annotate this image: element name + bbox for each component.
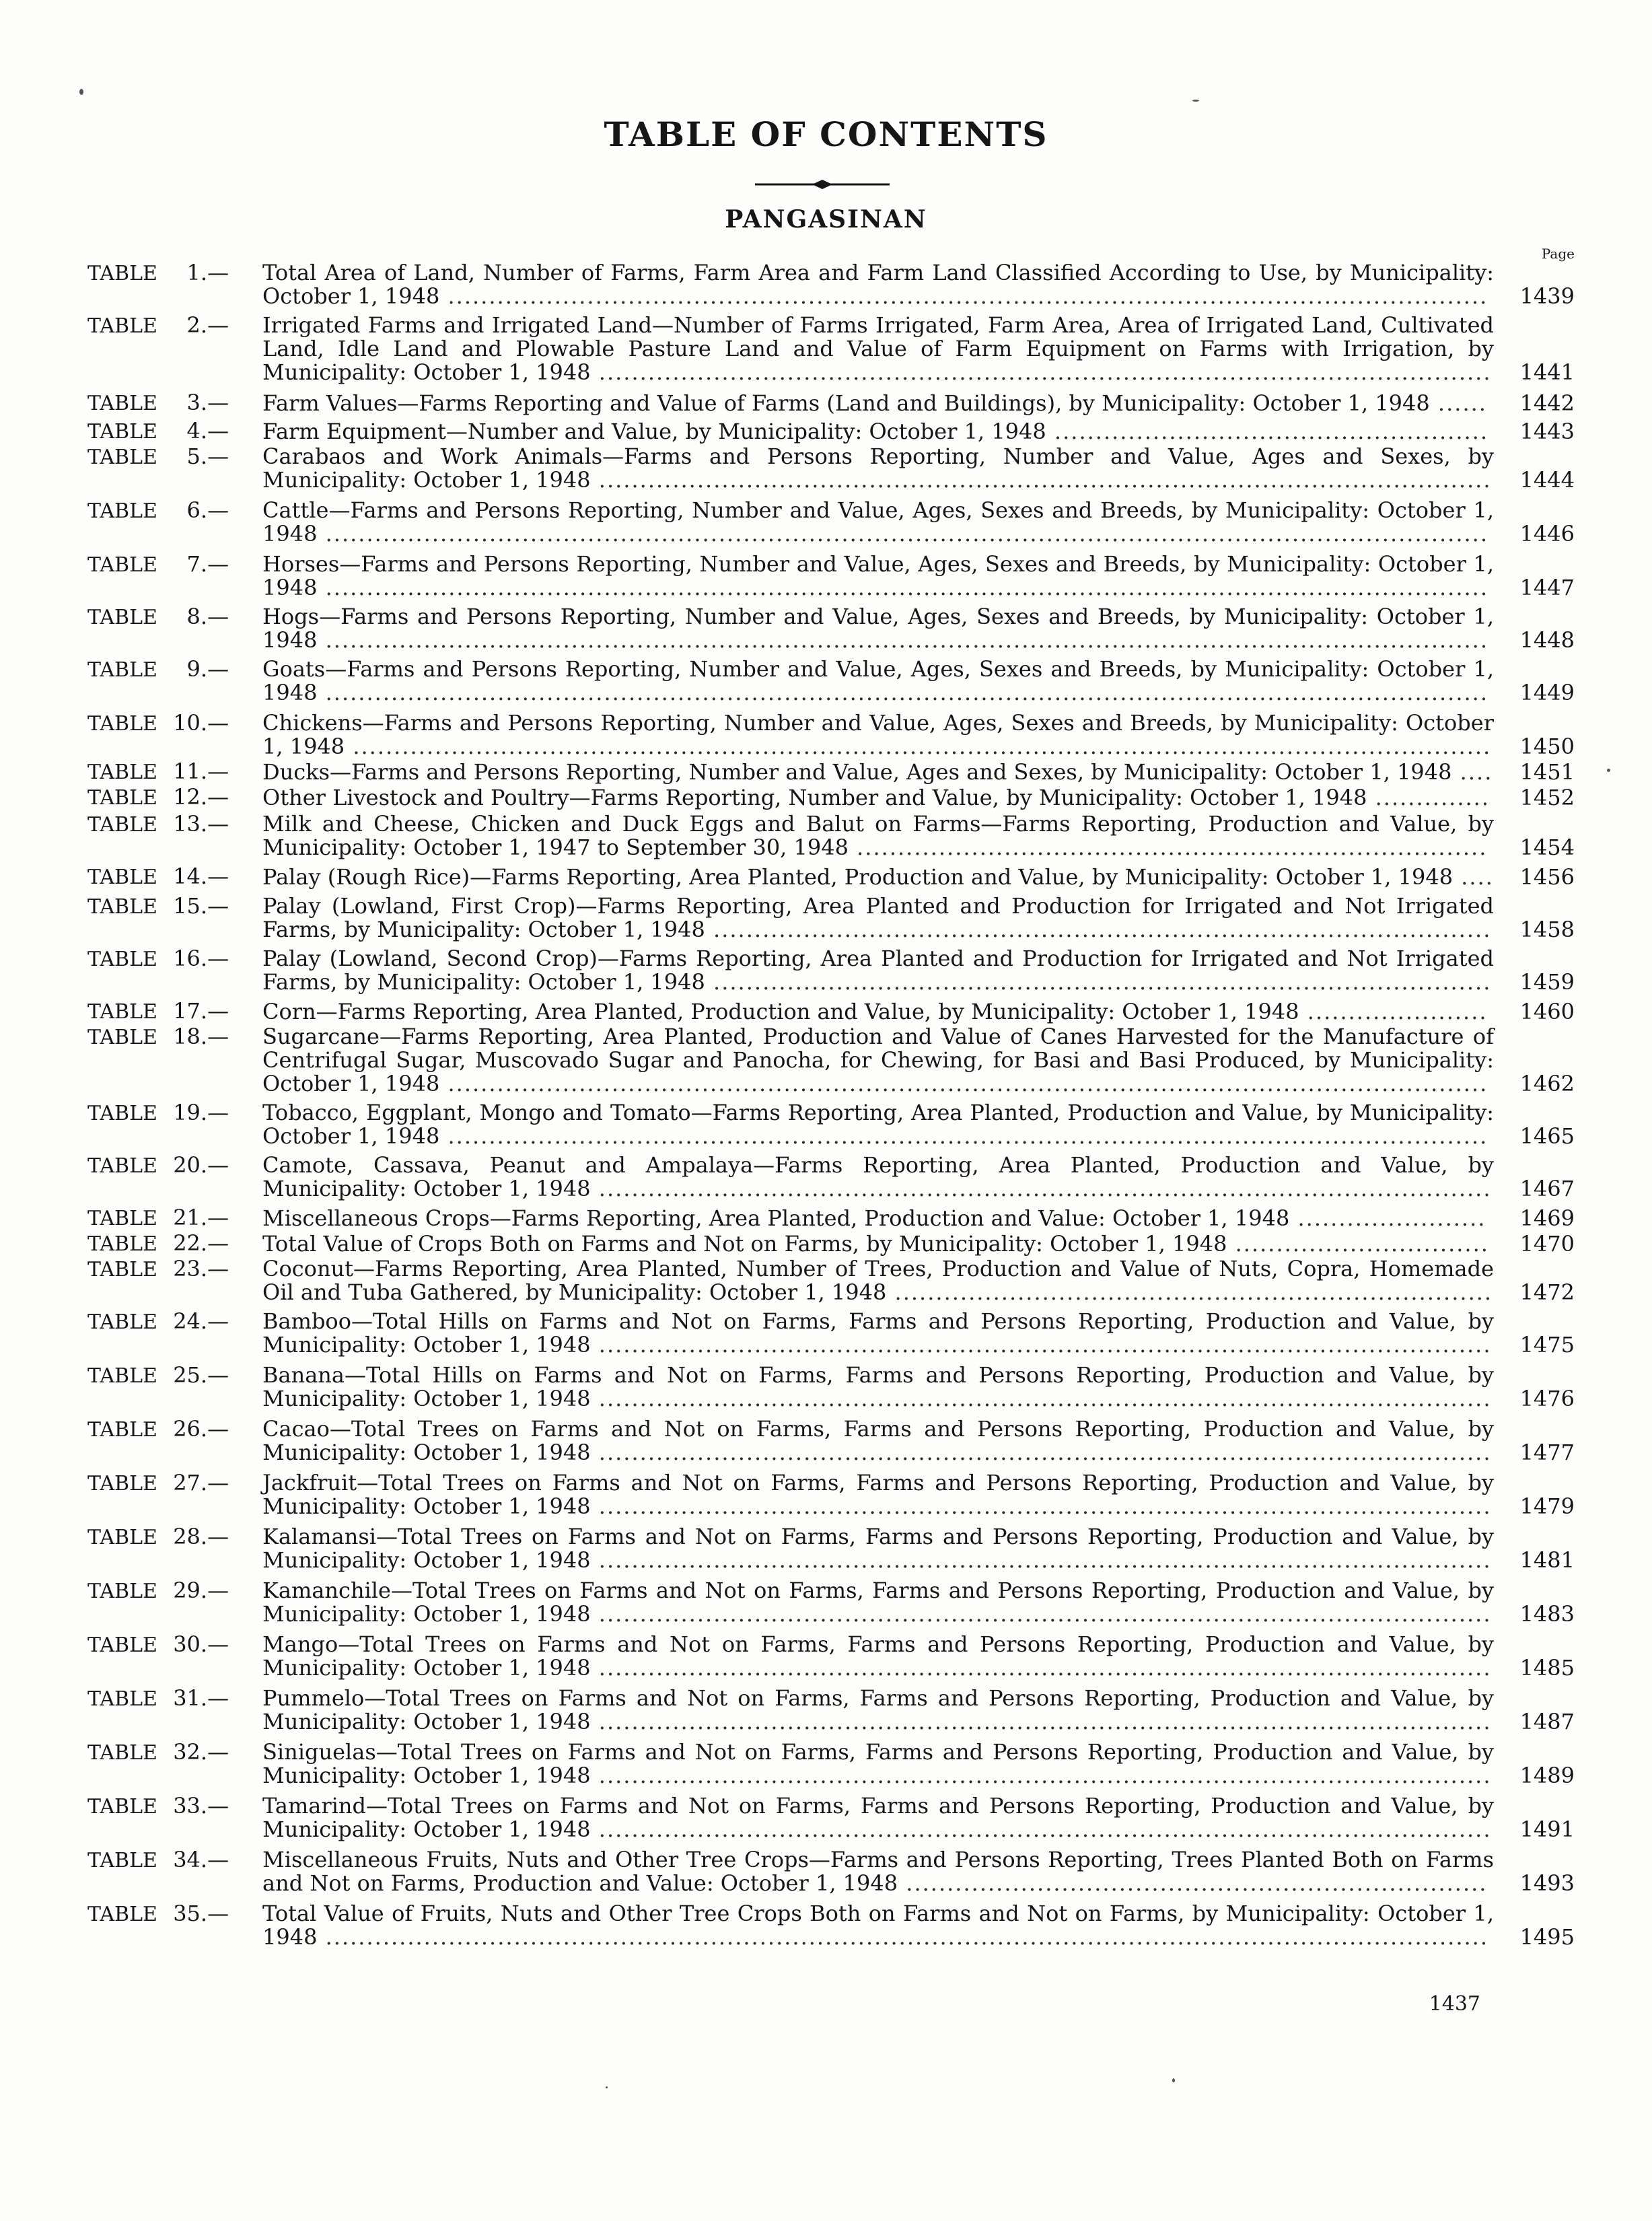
entry-prefix: TABLE	[87, 1741, 157, 1765]
scan-speck	[1607, 769, 1610, 772]
entry-prefix: TABLE	[87, 1580, 157, 1603]
entry-number: 17	[173, 998, 201, 1024]
entry-prefix: TABLE	[87, 813, 157, 837]
entry-number: 8	[186, 604, 201, 629]
entry-prefix: TABLE	[87, 1102, 157, 1125]
entry-label: TABLE 26.—	[87, 1416, 229, 1442]
toc-entry	[87, 314, 1575, 384]
entry-number: 7	[186, 551, 201, 577]
entry-number: 10	[173, 710, 201, 736]
entry-label: TABLE 20.—	[87, 1152, 229, 1178]
entry-page-number: 1491	[1519, 1817, 1575, 1842]
entry-number: 27	[173, 1470, 201, 1495]
entry-label: TABLE 4.—	[87, 418, 229, 444]
entry-prefix: TABLE	[87, 761, 157, 784]
entry-page-number: 1476	[1519, 1386, 1575, 1411]
toc-entry	[87, 1025, 1575, 1096]
entry-page-number: 1447	[1519, 575, 1575, 600]
entry-label: TABLE 1.—	[87, 260, 229, 285]
entry-prefix: TABLE	[87, 1687, 157, 1711]
toc-entry	[87, 261, 1575, 308]
entry-page-number: 1451	[1519, 759, 1575, 785]
entry-page-number: 1485	[1519, 1655, 1575, 1681]
toc-entry	[87, 445, 1575, 492]
entry-title: Farm Equipment—Number and Value, by Municipality: October 1, 1948 .....................................................	[262, 419, 1489, 444]
entry-prefix: TABLE	[87, 1232, 157, 1256]
toc-entry	[87, 1417, 1575, 1465]
entry-label: TABLE 3.—	[87, 390, 229, 415]
entry-page-number: 1469	[1519, 1205, 1575, 1231]
entry-label: TABLE 25.—	[87, 1362, 229, 1388]
entry-label: TABLE 13.—	[87, 811, 229, 837]
toc-entry	[87, 865, 1575, 889]
entry-page-number: 1444	[1519, 467, 1575, 493]
toc-entry	[87, 1902, 1575, 1949]
entry-number: 31	[173, 1685, 201, 1711]
toc-entry	[87, 391, 1575, 415]
entry-prefix: TABLE	[87, 553, 157, 577]
entry-prefix: TABLE	[87, 786, 157, 810]
entry-label: TABLE 18.—	[87, 1024, 229, 1049]
toc-entry	[87, 1687, 1575, 1734]
entry-title: Sugarcane—Farms Reporting, Area Planted, Production and Value of Canes Harvested for the Manufacture of Centrifugal Sugar, Muscovado Sugar and Panocha, for Chewing, for Basi and Basi Produced, by Municipality: October 1, 1948 ...............................................................................................................................	[262, 1024, 1494, 1096]
entry-number: 21	[173, 1205, 201, 1230]
entry-number: 28	[173, 1524, 201, 1549]
contents-list	[87, 261, 1575, 1949]
entry-label: TABLE 2.—	[87, 312, 229, 338]
entry-label: TABLE 35.—	[87, 1901, 229, 1926]
entry-number: 30	[173, 1631, 201, 1657]
entry-prefix: TABLE	[87, 1472, 157, 1495]
entry-page-number: 1450	[1519, 734, 1575, 759]
entry-title: Total Value of Crops Both on Farms and Not on Farms, by Municipality: October 1, 1948 ...............................	[262, 1231, 1489, 1257]
entry-title: Corn—Farms Reporting, Area Planted, Production and Value, by Municipality: October 1, 1948 ......................	[262, 999, 1488, 1024]
entry-title: Irrigated Farms and Irrigated Land—Number of Farms Irrigated, Farm Area, Area of Irrigated Land, Cultivated Land, Idle Land and Plowable Pasture Land and Value of Farm Equipment on Farms with Irrigation, by Municipality: October 1, 1948 .............................................................................................................	[262, 312, 1494, 385]
toc-entry	[87, 894, 1575, 942]
folio-number: 1437	[1429, 1992, 1480, 2016]
scan-speck	[606, 2086, 608, 2088]
entry-label: TABLE 9.—	[87, 656, 229, 682]
entry-number: 16	[173, 946, 201, 971]
entry-title: Hogs—Farms and Persons Reporting, Number and Value, Ages, Sexes and Breeds, by Municipality: October 1, 1948 ..............................................................................................................................................	[262, 604, 1494, 653]
entry-label: TABLE 15.—	[87, 893, 229, 919]
entry-number: 22	[173, 1230, 201, 1256]
entry-page-number: 1448	[1519, 627, 1575, 653]
toc-entry	[87, 947, 1575, 994]
toc-entry	[87, 605, 1575, 652]
toc-entry	[87, 1848, 1575, 1895]
toc-entry	[87, 785, 1575, 810]
entry-label: TABLE 6.—	[87, 497, 229, 523]
entry-page-number: 1446	[1519, 521, 1575, 547]
entry-title: Pummelo—Total Trees on Farms and Not on Farms, Farms and Persons Reporting, Production and Value, by Municipality: October 1, 1948 .............................................................................................................	[262, 1685, 1494, 1734]
entry-prefix: TABLE	[87, 895, 157, 919]
entry-page-number: 1495	[1519, 1924, 1575, 1950]
entry-prefix: TABLE	[87, 1849, 157, 1872]
entry-page-number: 1449	[1519, 680, 1575, 705]
entry-title: Goats—Farms and Persons Reporting, Number and Value, Ages, Sexes and Breeds, by Municipality: October 1, 1948 ..............................................................................................................................................	[262, 656, 1494, 705]
toc-entry	[87, 1257, 1575, 1304]
entry-number: 12	[173, 784, 201, 810]
entry-prefix: TABLE	[87, 948, 157, 971]
entry-prefix: TABLE	[87, 1633, 157, 1657]
entry-prefix: TABLE	[87, 1903, 157, 1926]
entry-number: 26	[173, 1416, 201, 1442]
entry-prefix: TABLE	[87, 392, 157, 415]
entry-title: Kamanchile—Total Trees on Farms and Not on Farms, Farms and Persons Reporting, Production and Value, by Municipality: October 1, 1948 .............................................................................................................	[262, 1578, 1494, 1627]
entry-title: Miscellaneous Crops—Farms Reporting, Area Planted, Production and Value: October 1, 1948 .......................	[262, 1205, 1486, 1231]
entry-title: Palay (Lowland, Second Crop)—Farms Reporting, Area Planted and Production for Irrigated and Not Irrigated Farms, by Municipality: October 1, 1948 ...............................................................................................	[262, 946, 1494, 995]
entry-page-number: 1479	[1519, 1493, 1575, 1519]
entry-title: Total Value of Fruits, Nuts and Other Tree Crops Both on Farms and Not on Farms, by Municipality: October 1, 1948 ..............................................................................................................................................	[262, 1901, 1494, 1950]
entry-title: Farm Values—Farms Reporting and Value of Farms (Land and Buildings), by Municipality: October 1, 1948 ......	[262, 390, 1487, 416]
entry-title: Ducks—Farms and Persons Reporting, Number and Value, Ages and Sexes, by Municipality: October 1, 1948 ....	[262, 759, 1493, 785]
entry-title: Chickens—Farms and Persons Reporting, Number and Value, Ages, Sexes and Breeds, by Municipality: October 1, 1948 ...........................................................................................................................................	[262, 710, 1494, 759]
entry-number: 29	[173, 1578, 201, 1603]
toc-entry	[87, 1232, 1575, 1256]
entry-title: Tobacco, Eggplant, Mongo and Tomato—Farms Reporting, Area Planted, Production and Value, by Municipality: October 1, 1948 ...............................................................................................................................	[262, 1100, 1494, 1149]
entry-prefix: TABLE	[87, 1000, 157, 1024]
entry-prefix: TABLE	[87, 866, 157, 889]
toc-entry	[87, 1206, 1575, 1230]
entry-label: TABLE 10.—	[87, 710, 229, 736]
scan-speck	[1192, 100, 1199, 102]
entry-page-number: 1481	[1519, 1547, 1575, 1573]
entry-title: Coconut—Farms Reporting, Area Planted, Number of Trees, Production and Value of Nuts, Copra, Homemade Oil and Tuba Gathered, by Municipality: October 1, 1948 .........................................................................	[262, 1256, 1494, 1305]
entry-page-number: 1452	[1519, 785, 1575, 810]
entry-page-number: 1493	[1519, 1870, 1575, 1896]
toc-entry	[87, 1794, 1575, 1841]
entry-number: 11	[173, 759, 201, 784]
entry-number: 4	[186, 418, 201, 444]
entry-number: 9	[186, 656, 201, 682]
entry-number: 25	[173, 1362, 201, 1388]
entry-label: TABLE 24.—	[87, 1308, 229, 1334]
entry-title: Banana—Total Hills on Farms and Not on Farms, Farms and Persons Reporting, Production and Value, by Municipality: October 1, 1948 .............................................................................................................	[262, 1362, 1494, 1411]
toc-entry	[87, 1525, 1575, 1572]
entry-label: TABLE 17.—	[87, 998, 229, 1024]
entry-title: Cacao—Total Trees on Farms and Not on Farms, Farms and Persons Reporting, Production and Value, by Municipality: October 1, 1948 .............................................................................................................	[262, 1416, 1494, 1465]
entry-title: Milk and Cheese, Chicken and Duck Eggs and Balut on Farms—Farms Reporting, Production and Value, by Municipality: October 1, 1947 to September 30, 1948 .............................................................................	[262, 811, 1494, 860]
toc-entry	[87, 1101, 1575, 1148]
entry-number: 32	[173, 1739, 201, 1765]
entry-number: 24	[173, 1308, 201, 1334]
toc-entry	[87, 1310, 1575, 1357]
entry-number: 18	[173, 1024, 201, 1049]
entry-label: TABLE 16.—	[87, 946, 229, 971]
entry-prefix: TABLE	[87, 1258, 157, 1281]
toc-entry	[87, 1364, 1575, 1411]
entry-prefix: TABLE	[87, 658, 157, 682]
entry-number: 34	[173, 1847, 201, 1872]
entry-number: 20	[173, 1152, 201, 1178]
entry-page-number: 1460	[1519, 999, 1575, 1024]
entry-page-number: 1470	[1519, 1231, 1575, 1257]
entry-page-number: 1454	[1519, 835, 1575, 860]
entry-prefix: TABLE	[87, 1795, 157, 1819]
entry-label: TABLE 23.—	[87, 1256, 229, 1281]
entry-number: 19	[173, 1100, 201, 1125]
entry-prefix: TABLE	[87, 1526, 157, 1549]
ornament-rule-icon	[755, 179, 890, 190]
entry-title: Cattle—Farms and Persons Reporting, Number and Value, Ages, Sexes and Breeds, by Municipality: October 1, 1948 ..............................................................................................................................................	[262, 497, 1494, 547]
scan-speck	[1172, 2078, 1175, 2082]
entry-prefix: TABLE	[87, 1026, 157, 1049]
entry-number: 3	[186, 390, 201, 415]
entry-title: Siniguelas—Total Trees on Farms and Not on Farms, Farms and Persons Reporting, Production and Value, by Municipality: October 1, 1948 .............................................................................................................	[262, 1739, 1494, 1788]
entry-prefix: TABLE	[87, 606, 157, 629]
entry-label: TABLE 11.—	[87, 759, 229, 784]
entry-page-number: 1462	[1519, 1071, 1575, 1096]
entry-number: 23	[173, 1256, 201, 1281]
toc-entry	[87, 1633, 1575, 1680]
toc-entry	[87, 1740, 1575, 1788]
entry-label: TABLE 29.—	[87, 1578, 229, 1603]
entry-title: Horses—Farms and Persons Reporting, Number and Value, Ages, Sexes and Breeds, by Municipality: October 1, 1948 ..............................................................................................................................................	[262, 551, 1494, 600]
entry-prefix: TABLE	[87, 499, 157, 523]
page-title: TABLE OF CONTENTS	[604, 114, 1048, 154]
entry-title: Camote, Cassava, Peanut and Ampalaya—Farms Reporting, Area Planted, Production and Value, by Municipality: October 1, 1948 .............................................................................................................	[262, 1152, 1494, 1201]
entry-page-number: 1441	[1519, 359, 1575, 385]
entry-title: Palay (Lowland, First Crop)—Farms Reporting, Area Planted and Production for Irrigated and Not Irrigated Farms, by Municipality: October 1, 1948 ...............................................................................................	[262, 893, 1494, 942]
entry-page-number: 1467	[1519, 1176, 1575, 1201]
entry-number: 15	[173, 893, 201, 919]
entry-title: Total Area of Land, Number of Farms, Farm Area and Farm Land Classified According to Use, by Municipality: October 1, 1948 ...............................................................................................................................	[262, 260, 1494, 309]
entry-label: TABLE 27.—	[87, 1470, 229, 1495]
entry-page-number: 1489	[1519, 1763, 1575, 1788]
entry-label: TABLE 28.—	[87, 1524, 229, 1549]
entry-prefix: TABLE	[87, 314, 157, 338]
entry-number: 13	[173, 811, 201, 837]
toc-entry	[87, 1579, 1575, 1626]
entry-title: Tamarind—Total Trees on Farms and Not on Farms, Farms and Persons Reporting, Production and Value, by Municipality: October 1, 1948 .............................................................................................................	[262, 1793, 1494, 1842]
entry-page-number: 1443	[1519, 419, 1575, 444]
entry-number: 1	[186, 260, 201, 285]
toc-entry	[87, 760, 1575, 784]
entry-page-number: 1483	[1519, 1601, 1575, 1627]
toc-entry	[87, 812, 1575, 859]
entry-label: TABLE 31.—	[87, 1685, 229, 1711]
entry-label: TABLE 8.—	[87, 604, 229, 629]
entry-label: TABLE 33.—	[87, 1793, 229, 1819]
scan-speck	[79, 89, 83, 95]
entry-page-number: 1465	[1519, 1123, 1575, 1149]
page-column-header: Page	[1541, 246, 1575, 262]
entry-label: TABLE 14.—	[87, 863, 229, 889]
entry-page-number: 1439	[1519, 283, 1575, 309]
entry-prefix: TABLE	[87, 1207, 157, 1230]
entry-number: 33	[173, 1793, 201, 1819]
entry-title: Kalamansi—Total Trees on Farms and Not on Farms, Farms and Persons Reporting, Production and Value, by Municipality: October 1, 1948 .............................................................................................................	[262, 1524, 1494, 1573]
toc-entry	[87, 1154, 1575, 1201]
entry-title: Palay (Rough Rice)—Farms Reporting, Area Planted, Production and Value, by Municipality: October 1, 1948 ....	[262, 864, 1494, 890]
entry-prefix: TABLE	[87, 420, 157, 444]
toc-entry	[87, 999, 1575, 1024]
entry-page-number: 1458	[1519, 917, 1575, 942]
toc-entry	[87, 499, 1575, 546]
entry-label: TABLE 19.—	[87, 1100, 229, 1125]
entry-page-number: 1459	[1519, 969, 1575, 995]
entry-prefix: TABLE	[87, 1154, 157, 1178]
entry-page-number: 1472	[1519, 1279, 1575, 1305]
entry-title: Mango—Total Trees on Farms and Not on Farms, Farms and Persons Reporting, Production and Value, by Municipality: October 1, 1948 .............................................................................................................	[262, 1631, 1494, 1681]
toc-entry	[87, 553, 1575, 600]
toc-entry	[87, 1471, 1575, 1518]
entry-prefix: TABLE	[87, 262, 157, 285]
entry-title: Miscellaneous Fruits, Nuts and Other Tree Crops—Farms and Persons Reporting, Trees Planted Both on Farms and Not on Farms, Production and Value: October 1, 1948 .......................................................................	[262, 1847, 1494, 1896]
entry-label: TABLE 21.—	[87, 1205, 229, 1230]
entry-prefix: TABLE	[87, 712, 157, 736]
entry-number: 6	[186, 497, 201, 523]
entry-label: TABLE 12.—	[87, 784, 229, 810]
entry-title: Jackfruit—Total Trees on Farms and Not on Farms, Farms and Persons Reporting, Production and Value, by Municipality: October 1, 1948 .............................................................................................................	[262, 1470, 1494, 1519]
entry-label: TABLE 7.—	[87, 551, 229, 577]
entry-title: Carabaos and Work Animals—Farms and Persons Reporting, Number and Value, Ages and Sexes, by Municipality: October 1, 1948 .............................................................................................................	[262, 444, 1494, 493]
entry-page-number: 1456	[1519, 864, 1575, 890]
toc-entry	[87, 419, 1575, 444]
entry-page-number: 1487	[1519, 1709, 1575, 1734]
entry-prefix: TABLE	[87, 1310, 157, 1334]
entry-label: TABLE 22.—	[87, 1230, 229, 1256]
entry-page-number: 1442	[1519, 390, 1575, 416]
entry-number: 14	[173, 863, 201, 889]
entry-number: 5	[186, 444, 201, 469]
entry-label: TABLE 34.—	[87, 1847, 229, 1872]
entry-title: Bamboo—Total Hills on Farms and Not on Farms, Farms and Persons Reporting, Production and Value, by Municipality: October 1, 1948 .............................................................................................................	[262, 1308, 1494, 1358]
entry-label: TABLE 32.—	[87, 1739, 229, 1765]
entry-title: Other Livestock and Poultry—Farms Reporting, Number and Value, by Municipality: October 1, 1948 ..............	[262, 785, 1490, 810]
entry-prefix: TABLE	[87, 446, 157, 469]
entry-number: 2	[186, 312, 201, 338]
entry-page-number: 1475	[1519, 1332, 1575, 1358]
entry-label: TABLE 5.—	[87, 444, 229, 469]
province-heading: PANGASINAN	[725, 205, 927, 234]
entry-number: 35	[173, 1901, 201, 1926]
toc-entry	[87, 658, 1575, 705]
entry-page-number: 1477	[1519, 1440, 1575, 1465]
entry-label: TABLE 30.—	[87, 1631, 229, 1657]
entry-prefix: TABLE	[87, 1364, 157, 1388]
toc-entry	[87, 711, 1575, 759]
entry-prefix: TABLE	[87, 1418, 157, 1442]
